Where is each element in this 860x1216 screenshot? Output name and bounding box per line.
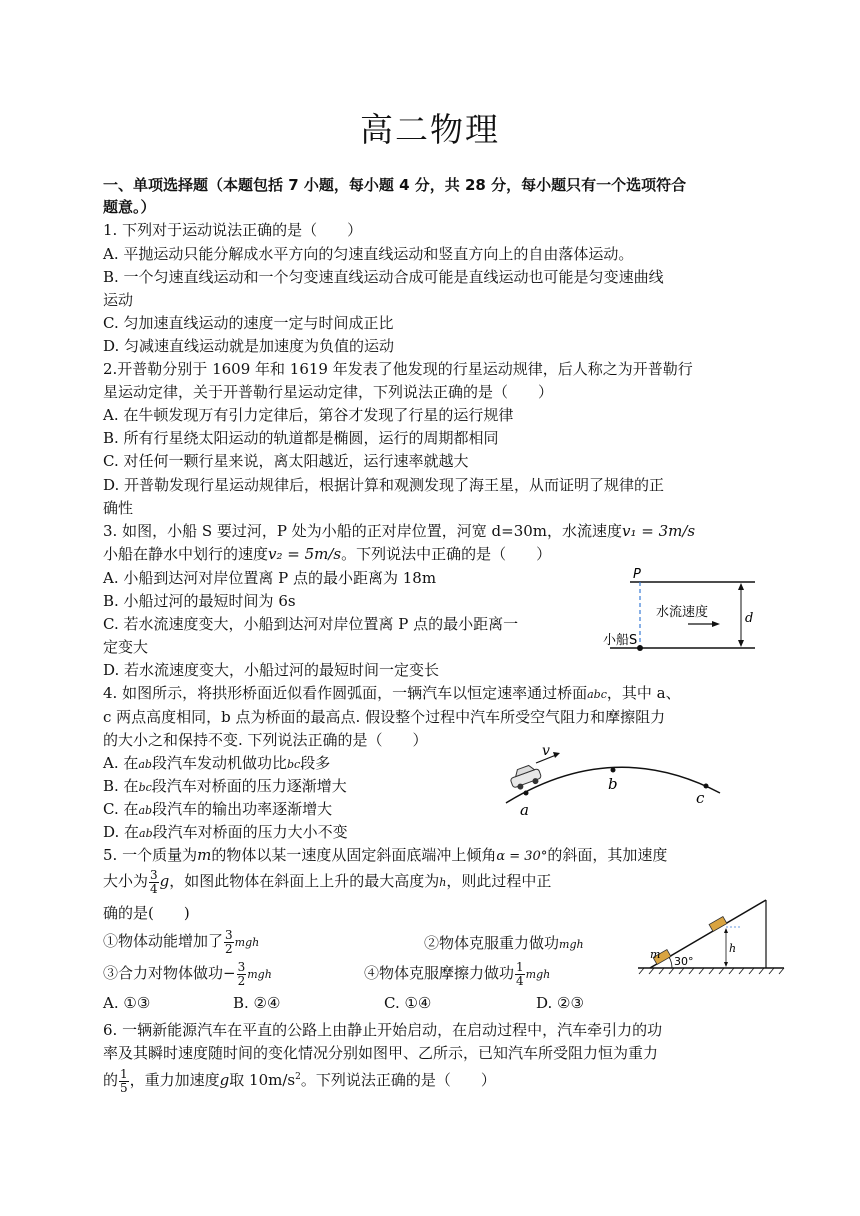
q5-stem-text6: ，则此过程中正 [446, 872, 552, 890]
q3-option-b: B. 小船过河的最短时间为 6s [103, 592, 296, 610]
incline-figure [634, 896, 786, 980]
q4-a-seg2: bc [287, 758, 301, 771]
q2-stem: 2.开普勒分别于 1609 年和 1619 年发表了他发现的行星运动规律，后人称之为开普勒行 [103, 360, 693, 378]
ground-hatch [639, 968, 784, 974]
q4-stem-cont: c 两点高度相同，b 点为桥面的最高点. 假设整个过程中汽车所受空气阻力和摩擦阻力 [103, 708, 666, 726]
angle-arc [669, 957, 672, 968]
point-a [524, 791, 529, 796]
q5-o3-expr: mgh [247, 968, 272, 981]
q5-h: h [439, 876, 447, 889]
point-c [704, 784, 709, 789]
q4-abc: abc [587, 688, 607, 701]
q5-frac-den: 4 [150, 881, 158, 896]
q5-o4-fraction [515, 961, 525, 988]
label-d: d [745, 611, 754, 626]
q5-statement-2 [424, 932, 584, 956]
boat-point [637, 645, 643, 651]
q5-choice-b: B. ②④ [233, 994, 281, 1012]
q1-stem: 1. 下列对于运动说法正确的是（ ） [103, 221, 363, 239]
q2-option-a: A. 在牛顿发现万有引力定律后，第谷才发现了行星的运行规律 [103, 406, 514, 424]
q3-stem-text3: 。下列说法中正确的是（ ） [341, 545, 552, 563]
label-h: h [729, 942, 737, 955]
q2-option-c: C. 对任何一颗行星来说，离太阳越近，运行速率就越大 [103, 452, 469, 470]
q5-stem-text4: 大小为 [103, 872, 149, 890]
q5-stem-cont2: 确的是( ) [103, 904, 190, 922]
page-title: 高二物理 [360, 110, 500, 149]
q3-option-d: D. 若水流速度变大，小船过河的最短时间一定变长 [103, 661, 440, 679]
q5-choice-a: A. ①③ [103, 994, 151, 1012]
label-angle: 30° [674, 955, 694, 968]
q5-o3-pre: ③合力对物体做功− [103, 964, 236, 982]
label-boat: 小船S [603, 633, 638, 648]
q4-b-post: 段汽车对桥面的压力逐渐增大 [151, 777, 347, 795]
q6-stem: 6. 一辆新能源汽车在平直的公路上由静止开始启动，在启动过程中，汽车牵引力的功 [103, 1021, 663, 1039]
q5-statement-1 [103, 928, 259, 956]
q4-stem-cont2: 的大小之和保持不变. 下列说法正确的是（ ） [103, 731, 428, 749]
car-icon [508, 763, 543, 792]
q2-option-d: D. 开普勒发现行星运动规律后，根据计算和观测发现了海王星，从而证明了规律的正 [103, 476, 665, 494]
q5-statement-4 [364, 960, 550, 988]
q4-c-pre: C. 在 [103, 800, 139, 818]
river-crossing-figure [600, 566, 760, 658]
q6-stem-text3: 取 10m/s [229, 1071, 296, 1089]
q4-b-pre: B. 在 [103, 777, 139, 795]
q4-d-post: 段汽车对桥面的压力大小不变 [152, 823, 348, 841]
q5-o1-expr: mgh [234, 936, 260, 949]
q6-g: g [219, 1071, 230, 1089]
q3-option-c-cont: 定变大 [103, 638, 149, 656]
q4-stem-text2: ，其中 a、 [606, 684, 681, 702]
q6-frac-num: 1 [120, 1066, 128, 1081]
q5-o2-expr: mgh [559, 938, 584, 951]
q5-o3-den: 2 [237, 973, 246, 988]
q2-option-b: B. 所有行星绕太阳运动的轨道都是椭圆，运行的周期都相同 [103, 429, 499, 447]
q6-stem-cont: 率及其瞬时速度随时间的变化情况分别如图甲、乙所示，已知汽车所受阻力恒为重力 [103, 1044, 659, 1062]
label-c: c [696, 789, 705, 807]
q5-stem-text: 5. 一个质量为 [103, 846, 198, 864]
label-v: v [542, 745, 550, 759]
q4-b-seg: bc [138, 781, 152, 794]
q3-option-c: C. 若水流速度变大，小船到达河对岸位置离 P 点的最小距离一 [103, 615, 519, 633]
q3-stem-cont [103, 543, 551, 565]
q5-o1-num: 3 [225, 927, 233, 942]
q4-option-b [103, 775, 347, 799]
q5-statement-3 [103, 960, 272, 988]
q5-stem [103, 844, 667, 868]
q3-v1: v₁ = 3m/s [622, 522, 696, 540]
q1-option-c: C. 匀加速直线运动的速度一定与时间成正比 [103, 314, 394, 332]
q1-option-a: A. 平抛运动只能分解成水平方向的匀速直线运动和竖直方向上的自由落体运动。 [103, 245, 634, 263]
q5-o3-num: 3 [237, 959, 246, 974]
q4-stem [103, 682, 681, 706]
q4-option-c [103, 798, 332, 822]
q5-alpha: α = 30° [496, 849, 548, 864]
q5-o4-expr: mgh [525, 968, 551, 981]
q3-v2: v₂ = 5m/s [268, 545, 342, 563]
q5-stem-text2: 的物体以某一速度从固定斜面底端冲上倾角 [211, 846, 497, 864]
q5-choice-c: C. ①④ [384, 994, 432, 1012]
section-heading: 一、单项选择题（本题包括 7 小题，每小题 4 分，共 28 分，每小题只有一个选项符合 [103, 176, 687, 194]
q3-stem-text2: 小船在静水中划行的速度 [103, 545, 269, 563]
label-b: b [608, 775, 618, 793]
q1-option-b-cont: 运动 [103, 291, 134, 309]
q2-option-d-cont: 确性 [103, 499, 134, 517]
q5-o1-pre: ①物体动能增加了 [103, 932, 224, 950]
q6-fraction [119, 1068, 129, 1095]
q4-c-seg: ab [138, 804, 153, 817]
q6-stem-text2: ，重力加速度 [129, 1071, 220, 1089]
label-m: m [650, 948, 661, 961]
q4-d-pre: D. 在 [103, 823, 140, 841]
block-top [709, 917, 727, 932]
label-p: P [633, 567, 641, 582]
q4-a-post: 段多 [300, 754, 331, 772]
q5-stem-text5: ，如图此物体在斜面上上升的最大高度为 [169, 872, 440, 890]
q6-stem-text4: 。下列说法正确的是（ ） [300, 1071, 496, 1089]
flow-arrow-head [712, 621, 720, 627]
q6-stem-text: 的 [103, 1071, 119, 1089]
q6-frac-den: 5 [120, 1080, 128, 1095]
q1-option-d: D. 匀减速直线运动就是加速度为负值的运动 [103, 337, 395, 355]
q6-stem-cont2 [103, 1064, 496, 1095]
q5-g: g [159, 872, 170, 890]
label-flow: 水流速度 [656, 605, 709, 620]
velocity-arrow-head [553, 752, 560, 758]
arch-bridge-figure [498, 745, 733, 825]
q3-stem [103, 520, 695, 542]
q5-o4-den: 4 [516, 973, 524, 988]
width-arrow-top [738, 583, 744, 590]
q5-stem-text3: 的斜面，其加速度 [547, 846, 668, 864]
q5-o3-fraction [237, 961, 247, 988]
q4-c-post: 段汽车的输出功率逐渐增大 [152, 800, 333, 818]
q5-m: m [197, 846, 212, 864]
q4-stem-text: 4. 如图所示，将拱形桥面近似看作圆弧面，一辆汽车以恒定速率通过桥面 [103, 684, 588, 702]
point-b [611, 768, 616, 773]
q4-a-pre: A. 在 [103, 754, 139, 772]
q5-fraction [149, 869, 159, 896]
q5-o2-pre: ②物体克服重力做功 [424, 934, 560, 952]
q5-o1-den: 2 [225, 941, 233, 956]
q5-choice-d: D. ②③ [536, 994, 584, 1012]
q4-option-a [103, 752, 330, 776]
q5-o4-pre: ④物体克服摩擦力做功 [364, 964, 515, 982]
label-a: a [520, 801, 529, 819]
q3-option-a: A. 小船到达河对岸位置离 P 点的最小距离为 18m [103, 569, 437, 587]
q5-o1-fraction [224, 929, 234, 956]
q4-a-mid: 段汽车发动机做功比 [151, 754, 287, 772]
q4-option-d [103, 821, 348, 845]
q4-d-seg: ab [139, 827, 153, 840]
q5-frac-num: 3 [150, 867, 158, 882]
q5-o4-num: 1 [516, 959, 524, 974]
q2-stem-cont: 星运动定律，关于开普勒行星运动定律，下列说法正确的是（ ） [103, 383, 554, 401]
q6-sup: 2 [295, 1072, 301, 1082]
q4-a-seg1: ab [138, 758, 152, 771]
width-arrow-bottom [738, 640, 744, 647]
q5-stem-cont [103, 868, 551, 896]
section-heading-cont: 题意。） [103, 198, 156, 216]
q3-stem-text: 3. 如图，小船 S 要过河，P 处为小船的正对岸位置，河宽 d=30m，水流速度 [103, 522, 623, 540]
q1-option-b: B. 一个匀速直线运动和一个匀变速直线运动合成可能是直线运动也可能是匀变速曲线 [103, 268, 664, 286]
